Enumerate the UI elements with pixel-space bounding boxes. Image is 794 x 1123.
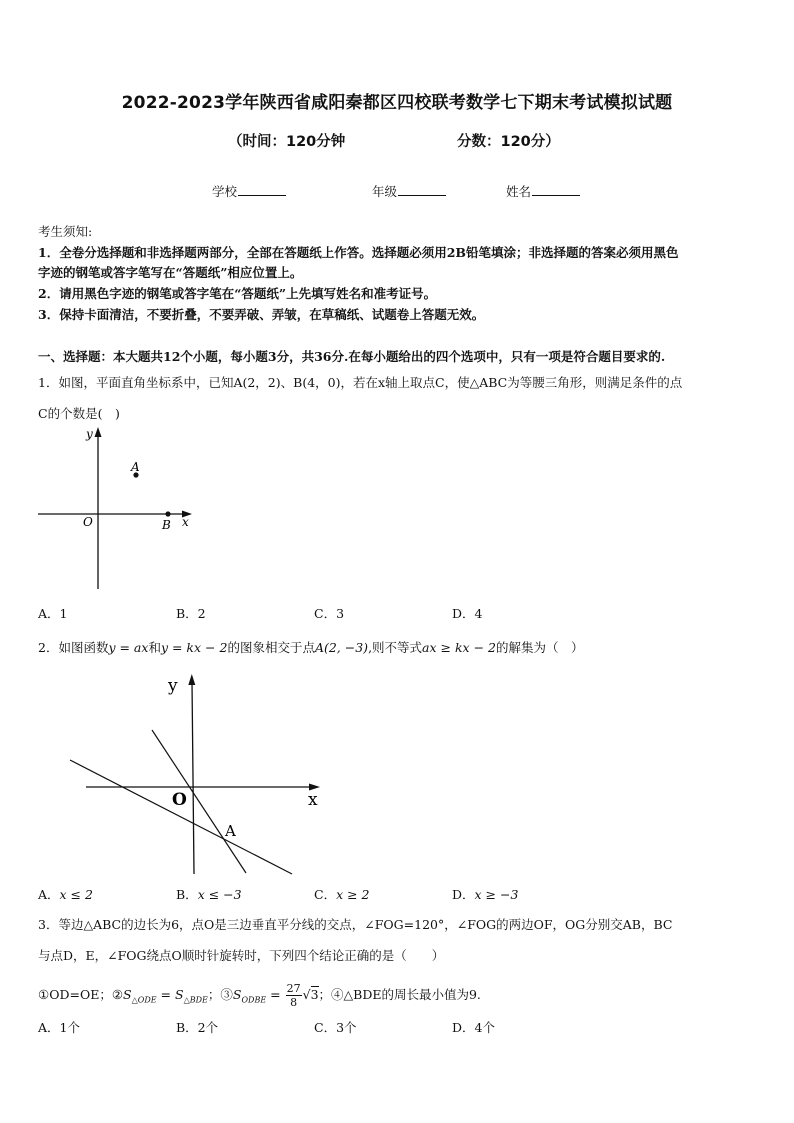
- q2-option-c[interactable]: [314, 885, 370, 903]
- page-title: 2022-2023学年陕西省咸阳秦都区四校联考数学七下期末考试模拟试题: [121, 93, 673, 113]
- q3-s1-sub: △ODE: [131, 995, 157, 1005]
- q3-frac-num: 27: [286, 982, 301, 995]
- q3-s1: S: [123, 987, 132, 1002]
- q2-option-d[interactable]: [452, 885, 518, 903]
- q3-s3: S: [232, 987, 242, 1002]
- q2-option-b[interactable]: [176, 885, 242, 903]
- notice-item-1-cont: 字迹的钢笔或答字笔写在“答题纸”相应位置上。: [38, 265, 303, 280]
- q2-y-arrow: [188, 674, 195, 685]
- q2-option-d-letter: D．: [452, 887, 475, 902]
- grade-field: [372, 182, 446, 200]
- q2-line-kx: [70, 760, 292, 874]
- notice-item-2: 2．请用黑色字迹的钢笔或答字笔在“答题纸”上先填写姓名和准考证号。: [38, 286, 437, 301]
- name-blank: [532, 183, 580, 196]
- q2-mid: 的图象相交于点: [227, 640, 315, 655]
- q2-line-ax: [152, 730, 246, 873]
- q3-option-c[interactable]: C．3个: [314, 1020, 357, 1035]
- q2-option-c-expr: x ≥ 2: [336, 887, 370, 902]
- q2-and: 和: [148, 640, 161, 655]
- exam-time: （时间：120分钟: [228, 134, 346, 150]
- q2-y-axis: [192, 682, 194, 874]
- q2-a-label: A: [225, 822, 236, 840]
- q2-option-b-letter: B．: [176, 887, 198, 902]
- school-blank: [238, 183, 286, 196]
- q2-figure: [60, 668, 330, 878]
- section-heading: 一、选择题：本大题共12个小题，每小题3分，共36分.在每小题给出的四个选项中，只有一项是符合题目要求的.: [38, 349, 666, 364]
- q2-option-b-expr: x ≤ −3: [197, 887, 242, 902]
- notice-heading: 考生须知:: [38, 224, 93, 239]
- q3-c4: ；④△BDE的周长最小值为9.: [318, 987, 481, 1002]
- name-label: 姓名: [506, 184, 532, 199]
- q2-stem: [38, 638, 583, 658]
- q1-origin-label: O: [83, 515, 93, 529]
- q2-num: 2．如图函数: [38, 640, 109, 655]
- exam-score: 分数：120分）: [457, 134, 560, 150]
- q1-figure: [30, 425, 200, 595]
- q1-option-a[interactable]: A．1: [38, 606, 68, 621]
- school-label: 学校: [212, 184, 238, 199]
- q1-a-label: A: [131, 460, 140, 474]
- grade-label: 年级: [372, 184, 398, 199]
- q2-option-a-expr: x ≤ 2: [59, 887, 93, 902]
- q1-b-label: B: [162, 518, 171, 532]
- q1-x-label: x: [182, 515, 189, 529]
- q3-sqrt: 3: [310, 987, 319, 1002]
- q1-line1: 1．如图，平面直角坐标系中，已知A(2，2)、B(4，0)，若在x轴上取点C，使△ABC为等腰三角形，则满足条件的点: [38, 375, 683, 390]
- q3-option-b[interactable]: B．2个: [176, 1020, 219, 1035]
- q3-line2: 与点D，E，∠FOG绕点O顺时针旋转时，下列四个结论正确的是（ ）: [38, 948, 445, 963]
- q1-y-arrow: [95, 427, 102, 437]
- name-field: [506, 182, 580, 200]
- grade-blank: [398, 183, 446, 196]
- q3-c1: ①OD=OE；②: [38, 987, 124, 1002]
- q3-conclusions: [38, 982, 481, 1012]
- q2-mid2: ,则不等式: [368, 640, 423, 655]
- q1-option-c[interactable]: C．3: [314, 606, 345, 621]
- notice-item-1: 1．全卷分选择题和非选择题两部分，全部在答题纸上作答。选择题必须用2B铅笔填涂；非选择题的答案必须用黑色: [38, 245, 679, 260]
- q2-x-label: x: [308, 790, 318, 810]
- q3-c3: ；③: [207, 987, 233, 1002]
- q3-s2: S: [175, 987, 184, 1002]
- q2-option-a[interactable]: [38, 885, 93, 903]
- q3-frac-den: 8: [290, 996, 298, 1009]
- q3-fraction: [286, 982, 302, 1009]
- q3-eq2: =: [266, 987, 285, 1002]
- q2-point: A(2, −3): [314, 640, 369, 655]
- q1-line2: C的个数是( ): [38, 406, 120, 421]
- q1-option-d[interactable]: D．4: [452, 606, 483, 621]
- q3-line1: 3．等边△ABC的边长为6，点O是三边垂直平分线的交点，∠FOG=120°，∠FOG的两边OF，OG分别交AB，BC: [38, 917, 673, 932]
- q2-func2: y = kx − 2: [160, 640, 228, 655]
- q2-y-label: y: [168, 676, 178, 696]
- q3-sqrt-sign: √: [302, 987, 311, 1002]
- q2-func1: y = ax: [108, 640, 149, 655]
- q2-end: 的解集为（ ）: [495, 640, 584, 655]
- q2-option-d-expr: x ≥ −3: [474, 887, 519, 902]
- q3-s2-sub: △BDE: [183, 995, 208, 1005]
- q3-eq: =: [156, 987, 175, 1002]
- school-field: [212, 182, 286, 200]
- q1-option-b[interactable]: B．2: [176, 606, 206, 621]
- q1-point-b: [165, 511, 170, 516]
- q2-inequality: ax ≥ kx − 2: [422, 640, 496, 655]
- q3-option-d[interactable]: D．4个: [452, 1020, 495, 1035]
- q3-option-a[interactable]: A．1个: [38, 1020, 80, 1035]
- q1-y-label: y: [86, 427, 93, 441]
- q3-s3-sub: ODBE: [241, 995, 267, 1005]
- q2-origin-label: O: [172, 790, 187, 810]
- q2-option-c-letter: C．: [314, 887, 337, 902]
- notice-item-3: 3．保持卡面清洁，不要折叠，不要弄破、弄皱，在草稿纸、试题卷上答题无效。: [38, 307, 485, 322]
- q2-option-a-letter: A．: [38, 887, 60, 902]
